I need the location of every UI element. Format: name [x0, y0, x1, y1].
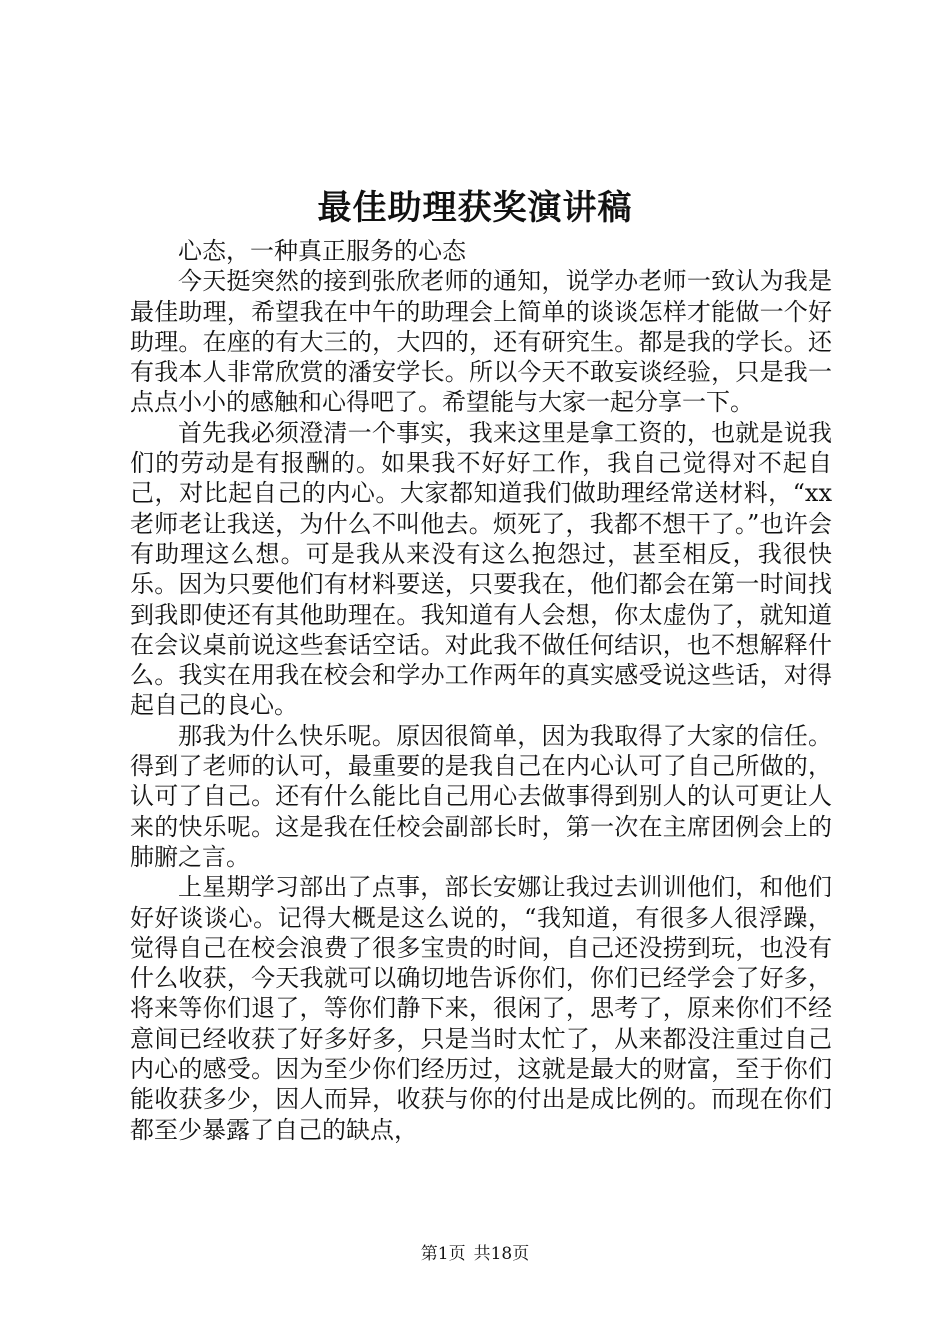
page-footer [0, 1243, 950, 1265]
paragraph: 上星期学习部出了点事，部长安娜让我过去训训他们，和他们好好谈谈心。记得大概是这么说的，“我知道，有很多人很浮躁，觉得自己在校会浪费了很多宝贵的时间，自己还没捞到玩，也没有什么收获，今天我就可以确切地告诉你们，你们已经学会了好多，将来等你们退了，等你们静下来，很闲了，思考了，原来你们不经意间已经收获了好多好多，只是当时太忙了，从来都没注重过自己内心的感受。因为至少你们经历过，这就是最大的财富，至于你们能收获多少，因人而异，收获与你的付出是成比例的。而现在你们都至少暴露了自己的缺点， [130, 873, 832, 1144]
document-body [130, 236, 832, 1145]
paragraph: 心态，一种真正服务的心态 [178, 237, 466, 265]
paragraph: 首先我必须澄清一个事实，我来这里是拿工资的，也就是说我们的劳动是有报酬的。如果我不好好工作，我自己觉得对不起自己，对比起自己的内心。大家都知道我们做助理经常送材料，“xx老师老让我送，为什么不叫他去。烦死了，我都不想干了。”也许会有助理这么想。可是我从来没有这么抱怨过，甚至相反，我很快乐。因为只要他们有材料要送，只要我在，他们都会在第一时间找到我即使还有其他助理在。我知道有人会想，你太虚伪了，就知道在会议桌前说这些套话空话。对此我不做任何结识，也不想解释什么。我实在用我在校会和学办工作两年的真实感受说这些话，对得起自己的良心。 [130, 418, 832, 720]
page-number: 第1页 [420, 1244, 466, 1264]
document-title: 最佳助理获奖演讲稿 [317, 188, 633, 228]
paragraph: 今天挺突然的接到张欣老师的通知，说学办老师一致认为我是最佳助理，希望我在中午的助理会上简单的谈谈怎样才能做一个好助理。在座的有大三的，大四的，还有研究生。都是我的学长。还有我本人非常欣赏的潘安学长。所以今天不敢妄谈经验，只是我一点点小小的感触和心得吧了。希望能与大家一起分享一下。 [130, 267, 832, 417]
page-total: 共18页 [473, 1244, 530, 1264]
paragraph: 那我为什么快乐呢。原因很简单，因为我取得了大家的信任。得到了老师的认可，最重要的是我自己在内心认可了自己所做的，认可了自己。还有什么能比自己用心去做事得到别人的认可更让人来的快乐呢。这是我在任校会副部长时，第一次在主席团例会上的肺腑之言。 [130, 721, 832, 871]
